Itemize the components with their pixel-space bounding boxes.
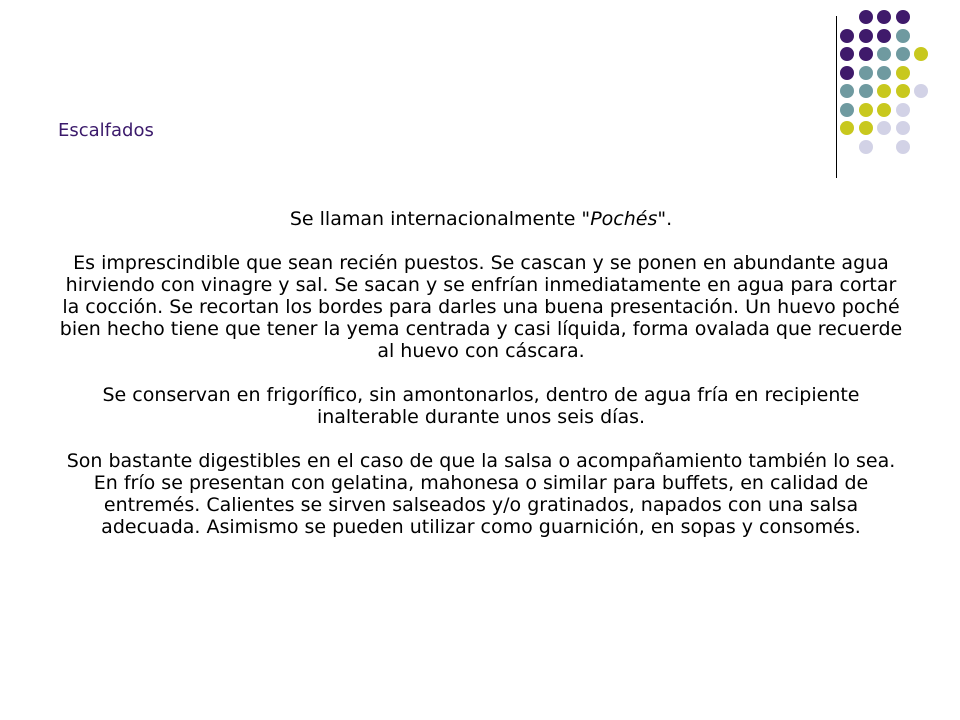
decorative-dot xyxy=(896,121,910,135)
decorative-dot xyxy=(896,47,910,61)
decorative-dot xyxy=(840,84,854,98)
decorative-dot xyxy=(859,47,873,61)
paragraph-conservation: Se conservan en frigorífico, sin amontonarlos, dentro de agua fría en recipiente inalterable durante unos seis días. xyxy=(102,384,860,428)
slide-body xyxy=(56,208,906,538)
decorative-dot xyxy=(896,10,910,24)
decorative-dot xyxy=(877,66,891,80)
decorative-dot xyxy=(896,103,910,117)
divider-line xyxy=(836,16,837,178)
decorative-dot xyxy=(840,121,854,135)
decorative-dot xyxy=(840,103,854,117)
decorative-dot xyxy=(877,103,891,117)
intro-italic-term: Pochés xyxy=(590,208,658,230)
decorative-dot xyxy=(859,66,873,80)
decorative-dot xyxy=(840,47,854,61)
decorative-dot xyxy=(896,66,910,80)
intro-prefix: Se llaman internacionalmente " xyxy=(289,208,591,230)
decorative-dot xyxy=(859,84,873,98)
decorative-dot xyxy=(859,140,873,154)
decorative-dot xyxy=(914,84,928,98)
decorative-dot xyxy=(877,10,891,24)
decorative-dot xyxy=(840,66,854,80)
decorative-dot xyxy=(877,84,891,98)
paragraph-digestibility: Son bastante digestibles en el caso de que la salsa o acompañamiento también lo sea. xyxy=(66,450,896,472)
decorative-dot xyxy=(896,84,910,98)
paragraph-presentation: En frío se presentan con gelatina, mahonesa o similar para buffets, en calidad de entremés. Calientes se sirven salseados y/o gratinados, napados con una salsa adecuada. Asimismo se pueden utilizar como guarnición, en sopas y consomés. xyxy=(93,472,869,538)
decorative-dot xyxy=(896,140,910,154)
intro-line xyxy=(56,208,906,230)
decorative-dot xyxy=(859,29,873,43)
slide-title: Escalfados xyxy=(58,120,154,141)
decorative-dot xyxy=(840,29,854,43)
intro-suffix: ". xyxy=(657,208,673,230)
decorative-dot xyxy=(877,47,891,61)
decorative-dot xyxy=(859,121,873,135)
decorative-dot xyxy=(859,10,873,24)
paragraph-preparation: Es imprescindible que sean recién puestos. Se cascan y se ponen en abundante agua hirviendo con vinagre y sal. Se sacan y se enfrían inmediatamente en agua para cortar la cocción. Se recortan los bordes para darles una buena presentación. Un huevo poché bien hecho tiene que tener la yema centrada y casi líquida, forma ovalada que recuerde al huevo con cáscara. xyxy=(59,252,903,362)
decorative-dot xyxy=(896,29,910,43)
decorative-dot xyxy=(859,103,873,117)
decorative-dot-grid xyxy=(840,10,950,160)
decorative-dot xyxy=(914,47,928,61)
decorative-dot xyxy=(877,29,891,43)
decorative-dot xyxy=(877,121,891,135)
